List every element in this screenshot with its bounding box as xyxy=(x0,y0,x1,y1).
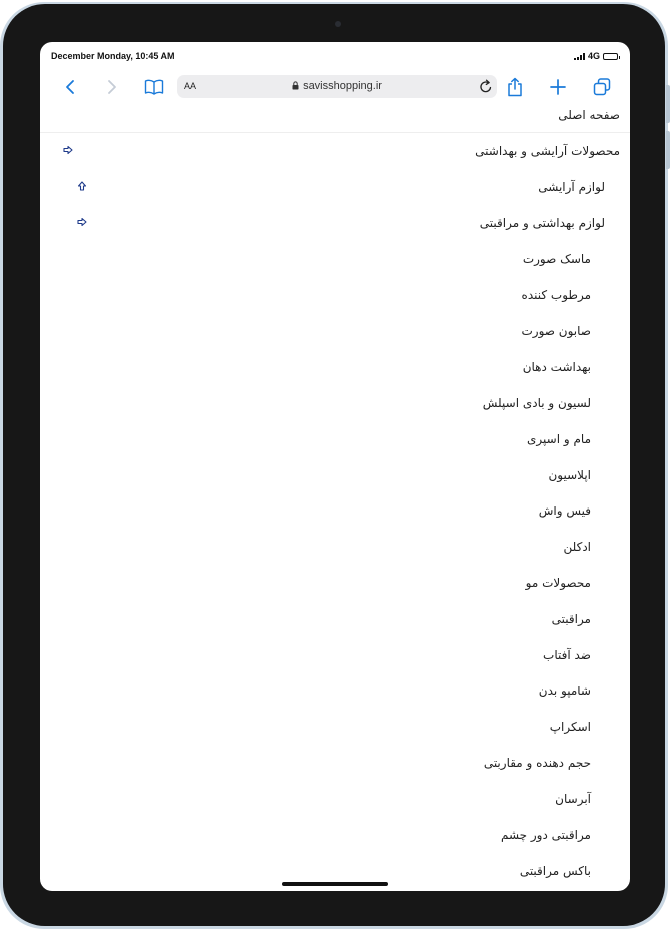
menu-item-label: بهداشت دهان xyxy=(522,360,591,374)
menu-item-face-wash[interactable] xyxy=(40,502,630,522)
menu-item-label: لسیون و بادی اسپلش xyxy=(482,396,591,410)
menu-item-lotion-body-splash[interactable] xyxy=(40,394,630,414)
screen xyxy=(40,42,630,891)
url-text: savisshopping.ir xyxy=(303,80,382,92)
address-bar[interactable] xyxy=(177,75,497,98)
share-icon xyxy=(507,77,523,97)
navigation-menu xyxy=(40,105,630,891)
volume-down-button xyxy=(666,131,670,169)
reader-aa-button[interactable]: AA xyxy=(184,81,197,91)
menu-item-moisturizer[interactable] xyxy=(40,286,630,306)
status-indicators xyxy=(574,51,618,61)
menu-item-label: صابون صورت xyxy=(521,324,591,338)
tabs-overview-button[interactable] xyxy=(589,75,615,99)
menu-item-label: ماسک صورت xyxy=(522,252,591,266)
menu-item-eye-care[interactable] xyxy=(40,826,630,846)
menu-item-label: اسکراپ xyxy=(549,720,591,734)
arrow-right-icon[interactable] xyxy=(77,217,87,227)
home-indicator[interactable] xyxy=(282,882,388,886)
menu-item-label: لوازم آرایشی xyxy=(538,180,605,194)
menu-item-face-soap[interactable] xyxy=(40,322,630,342)
menu-item-hair-products[interactable] xyxy=(40,574,630,594)
menu-item-deodorant-spray[interactable] xyxy=(40,430,630,450)
book-icon xyxy=(144,79,164,95)
front-camera xyxy=(335,21,341,27)
menu-item-label: محصولات آرایشی و بهداشتی xyxy=(475,144,620,158)
battery-icon xyxy=(603,53,618,60)
menu-item-epilation[interactable] xyxy=(40,466,630,486)
menu-item-hygiene-and-care[interactable] xyxy=(40,214,630,234)
chevron-left-icon xyxy=(64,79,76,95)
menu-item-label: حجم دهنده و مقاربتی xyxy=(483,756,591,770)
lock-icon xyxy=(292,81,299,90)
menu-item-label: باکس مراقبتی xyxy=(519,864,591,878)
back-button[interactable] xyxy=(57,75,83,99)
status-time: December Monday, 10:45 AM xyxy=(51,51,175,61)
menu-item-label: صفحه اصلی xyxy=(558,108,620,122)
volume-up-button xyxy=(666,85,670,123)
url-display[interactable] xyxy=(177,80,497,92)
status-bar xyxy=(40,42,630,68)
menu-item-label: مرطوب کننده xyxy=(521,288,591,302)
menu-item-scrub[interactable] xyxy=(40,718,630,738)
menu-item-label: فیس واش xyxy=(538,504,591,518)
menu-item-label: شامپو بدن xyxy=(538,684,591,698)
menu-item-label: ضد آفتاب xyxy=(543,648,591,662)
forward-button[interactable] xyxy=(99,75,125,99)
share-button[interactable] xyxy=(502,75,528,99)
tabs-icon xyxy=(593,78,611,96)
plus-icon xyxy=(550,79,566,95)
menu-item-label: ادکلن xyxy=(563,540,591,554)
menu-item-body-shampoo[interactable] xyxy=(40,682,630,702)
network-label: 4G xyxy=(587,51,600,61)
menu-item-makeup[interactable] xyxy=(40,178,630,198)
bookmarks-button[interactable] xyxy=(141,75,167,99)
new-tab-button[interactable] xyxy=(545,75,571,99)
menu-item-oral-hygiene[interactable] xyxy=(40,358,630,378)
menu-item-care-box[interactable] xyxy=(40,862,630,882)
menu-item-hydrating[interactable] xyxy=(40,790,630,810)
menu-item-volumizer[interactable] xyxy=(40,754,630,774)
chevron-right-icon xyxy=(106,79,118,95)
menu-item-care[interactable] xyxy=(40,610,630,630)
divider xyxy=(40,132,630,133)
browser-toolbar xyxy=(40,68,630,105)
menu-item-label: مراقبتی دور چشم xyxy=(500,828,591,842)
menu-item-label: آبرسان xyxy=(555,792,591,806)
menu-item-label: اپلاسیون xyxy=(548,468,591,482)
menu-item-sunscreen[interactable] xyxy=(40,646,630,666)
signal-icon xyxy=(574,53,585,60)
menu-item-cologne[interactable] xyxy=(40,538,630,558)
menu-item-face-mask[interactable] xyxy=(40,250,630,270)
menu-item-label: محصولات مو xyxy=(525,576,591,590)
arrow-right-icon[interactable] xyxy=(63,145,73,155)
menu-item-cosmetics-and-hygiene[interactable] xyxy=(40,142,630,162)
menu-item-label: مام و اسپری xyxy=(527,432,591,446)
reload-icon[interactable] xyxy=(479,79,493,94)
arrow-up-icon[interactable] xyxy=(77,181,87,191)
menu-item-home[interactable] xyxy=(40,106,630,126)
menu-item-label: مراقبتی xyxy=(551,612,591,626)
menu-item-label: لوازم بهداشتی و مراقبتی xyxy=(479,216,605,230)
